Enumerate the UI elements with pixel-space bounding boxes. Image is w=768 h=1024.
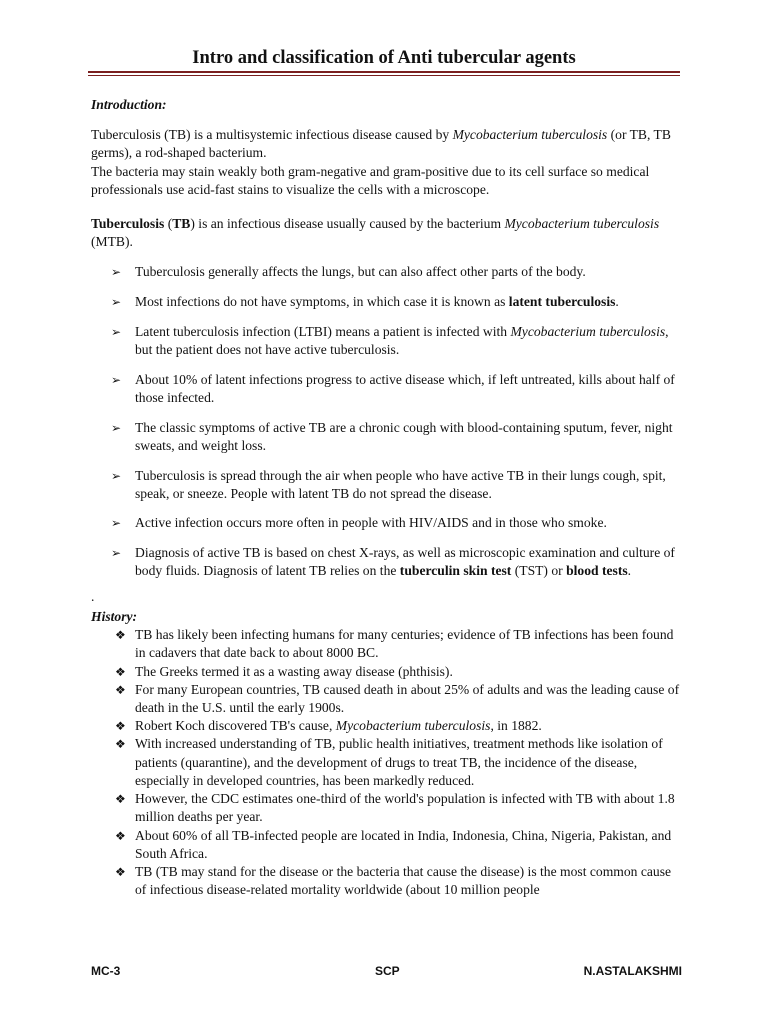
list-item (91, 790, 685, 826)
list-item-text: Most infections do not have symptoms, in which case it is known as (135, 294, 509, 310)
list-item-italic: Mycobacterium tuberculosis (510, 323, 666, 339)
list-item (91, 544, 685, 580)
list-item-text: TB (TB may stand for the disease or the bacteria that cause the disease) is the most common cause of infectious disease-related mortality worldwide (about 10 million people (135, 863, 672, 898)
list-item-text: , but the patient does not have active tuberculosis. (135, 323, 669, 358)
list-item-bold: tuberculin skin test (399, 563, 512, 579)
list-item-text: About 10% of latent infections progress to active disease which, if left untreated, kills about half of those infected. (135, 371, 675, 405)
diamond-bullet-icon: ❖ (115, 664, 126, 679)
list-item-text: With increased understanding of TB, public health initiatives, treatment methods like isolation of patients (quarantine), and the development of drugs to treat TB, the incidence of the disease, especially in developed countries, has been markedly reduced. (135, 736, 663, 788)
list-item (91, 717, 685, 735)
history-heading: History: (91, 609, 138, 625)
list-item (91, 323, 685, 359)
list-item-text: Tuberculosis generally affects the lungs, but can also affect other parts of the body. (135, 264, 586, 280)
list-item-text: TB has likely been infecting humans for many centuries; evidence of TB infections has been found in cadavers that date back to about 8000 BC. (135, 627, 674, 661)
list-item (91, 371, 685, 407)
list-item (91, 681, 685, 717)
diamond-bullet-icon: ❖ (115, 828, 126, 843)
list-item-text: Active infection occurs more often in people with HIV/AIDS and in those who smoke. (135, 515, 607, 531)
list-item (91, 626, 685, 662)
arrow-bullet-icon: ➢ (111, 372, 122, 387)
def-text: ) is an infectious disease usually caused by the bacterium (190, 216, 505, 232)
diamond-bullet-icon: ❖ (115, 682, 126, 697)
list-item-text: About 60% of all TB-infected people are located in India, Indonesia, China, Nigeria, Pakistan, and South Africa. (135, 827, 672, 861)
definition-paragraph (91, 215, 685, 251)
list-item-text: . (615, 294, 619, 310)
list-item-text: Latent tuberculosis infection (LTBI) means a patient is infected with (135, 323, 511, 339)
arrow-bullet-icon: ➢ (111, 468, 122, 483)
stain-paragraph: The bacteria may stain weakly both gram-negative and gram-positive due to its cell surface so medical professionals use acid-fast stains to visualize the cells with a microscope. (91, 163, 650, 197)
title-rule-thin (88, 75, 680, 76)
def-species-italic: Mycobacterium tuberculosis (504, 216, 660, 232)
intro-text: Tuberculosis (TB) is a multisystemic infectious disease caused by (91, 127, 453, 143)
intro-text-end: (or TB, TB germs), a rod-shaped bacterium. (91, 127, 671, 161)
arrow-bullet-icon: ➢ (111, 516, 122, 531)
arrow-bullet-icon: ➢ (111, 546, 122, 561)
list-item-bold: latent tuberculosis (508, 294, 616, 310)
list-item (91, 735, 685, 790)
def-abbrev: TB (172, 216, 191, 232)
arrow-bullet-icon: ➢ (111, 420, 122, 435)
key-points-list (91, 263, 685, 580)
def-text: ( (164, 216, 173, 232)
list-item-text: (TST) or (511, 563, 567, 579)
list-item (91, 263, 685, 281)
diamond-bullet-icon: ❖ (115, 792, 126, 807)
list-item (91, 663, 685, 681)
document-body (91, 96, 685, 899)
arrow-bullet-icon: ➢ (111, 265, 122, 280)
diamond-bullet-icon: ❖ (115, 864, 126, 879)
footer-right: N.ASTALAKSHMI (583, 964, 682, 978)
diamond-bullet-icon: ❖ (115, 719, 126, 734)
arrow-bullet-icon: ➢ (111, 324, 122, 339)
footer-left: MC-3 (91, 964, 121, 978)
stray-dot: . (91, 589, 95, 605)
diamond-bullet-icon: ❖ (115, 628, 126, 643)
list-item (91, 514, 685, 532)
diamond-bullet-icon: ❖ (115, 737, 126, 752)
list-item-text: However, the CDC estimates one-third of the world's population is infected with TB with about 1.8 million deaths per year. (135, 791, 675, 825)
page-title: Intro and classification of Anti tubercular agents (192, 48, 576, 68)
footer-center: SCP (375, 964, 400, 978)
def-term: Tuberculosis (91, 216, 165, 232)
list-item-text: Robert Koch discovered TB's cause, (135, 718, 336, 734)
list-item-text: Diagnosis of active TB is based on chest X-rays, as well as microscopic examination and culture of body fluids. Diagnosis of latent TB relies on the (135, 545, 675, 579)
list-item-text: The Greeks termed it as a wasting away disease (phthisis). (135, 663, 453, 679)
list-item (91, 467, 685, 503)
list-item (91, 419, 685, 455)
list-item (91, 863, 685, 899)
def-text: (MTB). (91, 234, 133, 250)
list-item-text: . (627, 563, 632, 579)
list-item-italic: Mycobacterium tuberculosis (335, 718, 491, 734)
list-item-text: , in 1882. (490, 718, 542, 734)
list-item-bold: blood tests (566, 563, 628, 579)
list-item-text: The classic symptoms of active TB are a chronic cough with blood-containing sputum, fever, night sweats, and weight loss. (135, 419, 673, 453)
list-item (91, 827, 685, 863)
introduction-heading: Introduction: (91, 97, 167, 112)
history-list (91, 626, 685, 899)
list-item (91, 293, 685, 311)
intro-paragraph (91, 126, 685, 162)
arrow-bullet-icon: ➢ (111, 295, 122, 310)
page-footer (91, 964, 682, 980)
title-rule-thick (88, 71, 680, 73)
list-item-text: For many European countries, TB caused death in about 25% of adults and was the leading cause of death in the U.S. until the early 1900s. (135, 681, 680, 716)
list-item-text: Tuberculosis is spread through the air when people who have active TB in their lungs cough, spit, speak, or sneeze. People with latent TB do not spread the disease. (135, 467, 666, 501)
intro-species-italic: Mycobacterium tuberculosis (452, 127, 608, 143)
